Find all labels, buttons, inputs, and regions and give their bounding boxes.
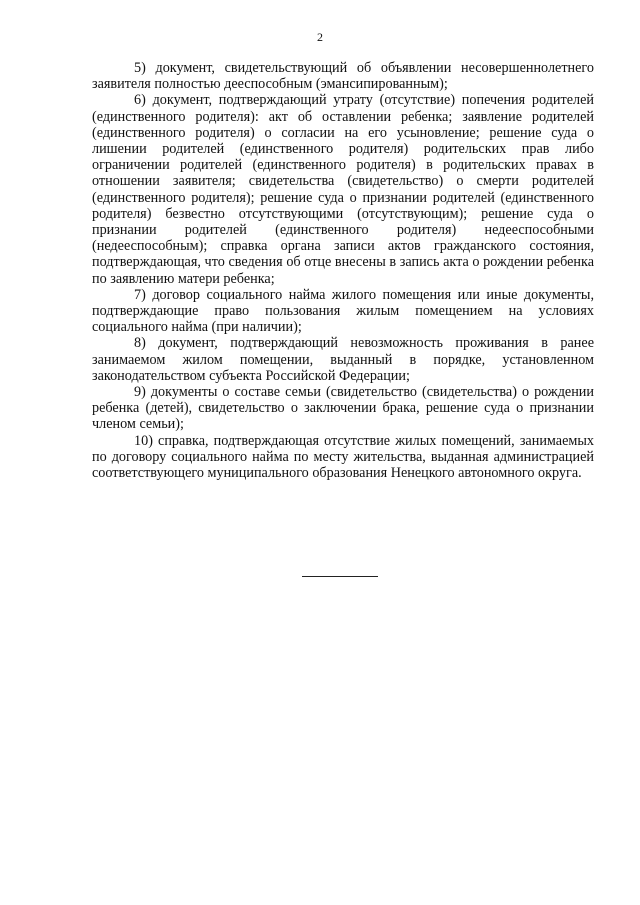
end-divider — [302, 576, 378, 577]
page-number: 2 — [317, 30, 323, 44]
list-item-10: 10) справка, подтверждающая отсутствие жилых помещений, занимаемых по договору социального найма по месту жительства, выданная администрацией соответствующего муниципального образования Ненецкого автономного округа. — [92, 432, 594, 482]
list-item-8: 8) документ, подтверждающий невозможность проживания в ранее занимаемом жилом помещении, выданный в порядке, установленном законодательством субъекта Российской Федерации; — [92, 335, 594, 384]
list-item-9: 9) документы о составе семьи (свидетельство (свидетельства) о рождении ребенка (детей), свидетельство о заключении брака, решение суда о признании членом семьи); — [92, 384, 594, 433]
document-body — [92, 60, 594, 481]
list-item-7: 7) договор социального найма жилого помещения или иные документы, подтверждающие право пользования жилым помещением на условиях социального найма (при наличии); — [92, 286, 594, 336]
list-item-5: 5) документ, свидетельствующий об объявлении несовершеннолетнего заявителя полностью дееспособным (эмансипированным); — [92, 60, 594, 93]
list-item-6: 6) документ, подтверждающий утрату (отсутствие) попечения родителей (единственного родителя): акт об оставлении ребенка; заявление родителей (единственного родителя) о согласии на его усыновление; решение суда о лишении родителей (единственного родителя) родительских прав либо ограничении родителей (единственного родителя) в родительских правах в отношении заявителя; свидетельства (свидетельство) о смерти родителей (единственного родителя); решение суда о признании родителей (единственного родителя) безвестно отсутствующими (отсутствующим); решение суда о признании родителей (единственного родителя) недееспособными (недееспособным); справка органа записи актов гражданского состояния, подтверждающая, что сведения об отце внесены в запись акта о рождении ребенка по заявлению матери ребенка; — [92, 92, 594, 287]
